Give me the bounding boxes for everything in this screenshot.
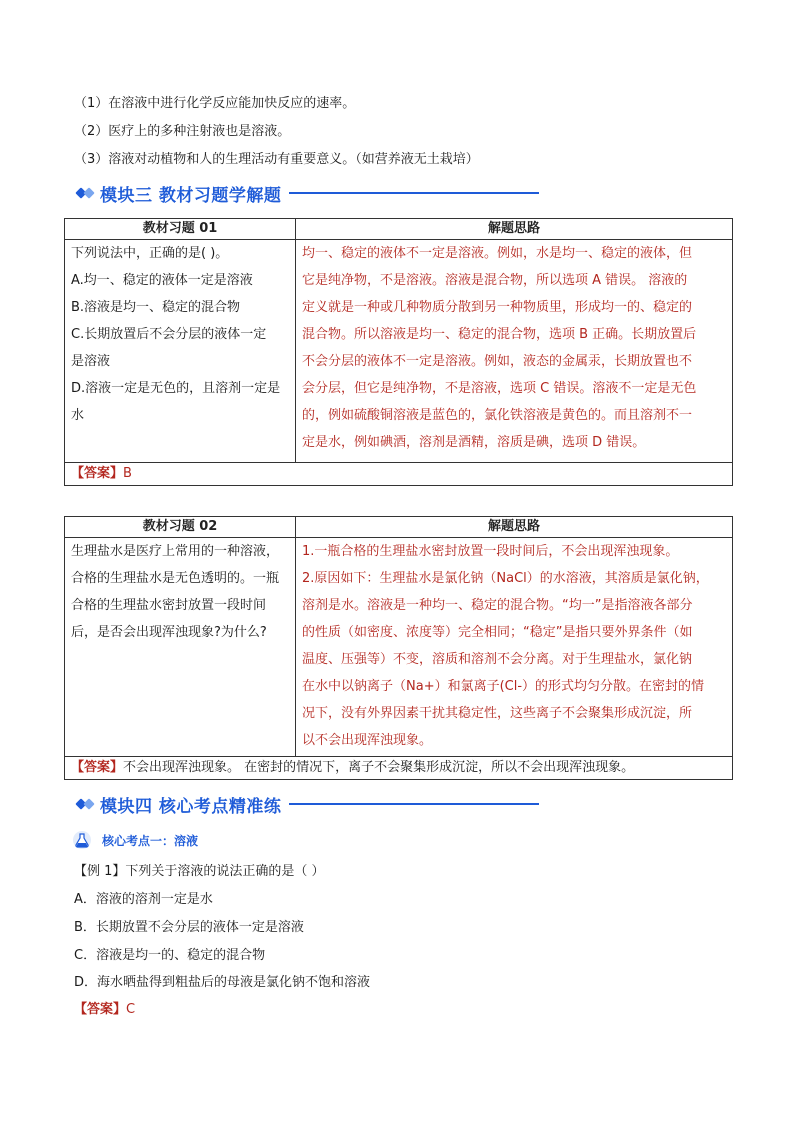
question-line: B.溶液是均一、稳定的混合物 [71,300,241,315]
intro-item-2: （2）医疗上的多种注射液也是溶液。 [74,124,291,139]
intro-item-1: （1）在溶液中进行化学反应能加快反应的速率。 [74,96,356,111]
intro-item-3: （3）溶液对动植物和人的生理活动有重要意义。（如营养液无土栽培） [74,152,479,167]
question-line: 是溶液 [71,354,111,369]
exercise2-question [65,538,295,646]
solution-line: 它是纯净物，不是溶液。溶液是混合物，所以选项 A 错误。 溶液的 [302,273,688,288]
exercise2-solution [296,538,732,754]
question-line: 水 [71,408,85,423]
answer-value: C [126,1002,136,1017]
solution-line: 不会分层的液体不一定是溶液。例如，液态的金属汞，长期放置也不 [302,354,693,369]
answer-value: 不会出现浑浊现象。 在密封的情况下，离子不会聚集形成沉淀，所以不会出现浑浊现象。 [123,760,635,775]
solution-line: 2.原因如下：生理盐水是氯化钠（NaCl）的水溶液，其溶质是氯化钠， [302,571,709,586]
exercise1-table [64,218,733,486]
solution-line: 混合物。所以溶液是均一、稳定的混合物，选项 B 正确。长期放置后 [302,327,697,342]
question-line: 合格的生理盐水是无色透明的。一瓶 [71,571,280,586]
answer-value: B [123,466,132,481]
example1-option-b: B．长期放置不会分层的液体一定是溶液 [74,920,304,935]
question-line: 合格的生理盐水密封放置一段时间 [71,598,267,613]
question-line: 下列说法中，正确的是( )。 [71,246,229,261]
answer-tag: 【答案】 [71,760,124,775]
exercise1-question [65,240,295,429]
exercise2-answer [65,757,732,779]
exercise2-header-left: 教材习题 02 [142,519,218,534]
exercise1-solution [296,240,732,456]
question-line: C.长期放置后不会分层的液体一定 [71,327,267,342]
heading-rule [289,192,539,194]
module4-heading [76,792,539,816]
answer-tag: 【答案】 [71,466,124,481]
solution-line: 的性质（如密度、浓度等）完全相同；“稳定”是指只要外界条件（如 [302,625,693,640]
solution-line: 的，例如硫酸铜溶液是蓝色的，氯化铁溶液是黄色的。而且溶剂不一 [302,408,693,423]
question-line: 生理盐水是医疗上常用的一种溶液， [71,544,280,559]
solution-line: 况下，没有外界因素干扰其稳定性，这些离子不会聚集形成沉淀，所 [302,706,693,721]
solution-line: 定义就是一种或几种物质分散到另一种物质里，形成均一的、稳定的 [302,300,693,315]
question-line: D.溶液一定是无色的，且溶剂一定是 [71,381,281,396]
solution-line: 温度、压强等）不变，溶质和溶剂不会分离。对于生理盐水，氯化钠 [302,652,693,667]
module4-title: 模块四 核心考点精准练 [100,796,282,817]
core-point-label: 核心考点一：溶液 [102,833,199,848]
solution-line: 以不会出现浑浊现象。 [302,733,433,748]
exercise2-table [64,516,733,780]
exercise1-header-right: 解题思路 [487,221,540,236]
heading-rule [289,803,539,805]
flask-icon [72,830,92,850]
exercise1-header-left: 教材习题 01 [142,221,218,236]
solution-line: 在水中以钠离子（Na+）和氯离子(Cl-）的形式均匀分散。在密封的情 [302,679,705,694]
solution-line: 溶剂是水。溶液是一种均一、稳定的混合物。“均一”是指溶液各部分 [302,598,693,613]
question-line: A.均一、稳定的液体一定是溶液 [71,273,253,288]
module3-heading [76,181,539,205]
solution-line: 定是水，例如碘酒，溶剂是酒精，溶质是碘，选项 D 错误。 [302,435,646,450]
solution-line: 均一、稳定的液体不一定是溶液。例如，水是均一、稳定的液体，但 [302,246,693,261]
example1-option-a: A．溶液的溶剂一定是水 [74,892,213,907]
core-point-heading [72,830,198,850]
example1-answer [74,1000,135,1020]
diamond-icon [76,184,94,202]
example1-stem: 【例 1】下列关于溶液的说法正确的是（ ） [74,864,325,879]
question-line: 后，是否会出现浑浊现象?为什么? [71,625,267,640]
exercise1-answer [65,463,732,485]
example1-option-c: C．溶液是均一的、稳定的混合物 [74,948,266,963]
diamond-icon [76,795,94,813]
solution-line: 1.一瓶合格的生理盐水密封放置一段时间后，不会出现浑浊现象。 [302,544,679,559]
solution-line: 会分层，但它是纯净物，不是溶液，选项 C 错误。溶液不一定是无色 [302,381,697,396]
module3-title: 模块三 教材习题学解题 [100,185,282,206]
example1-option-d: D．海水晒盐得到粗盐后的母液是氯化钠不饱和溶液 [74,975,371,990]
answer-tag: 【答案】 [74,1002,127,1017]
exercise2-header-right: 解题思路 [487,519,540,534]
